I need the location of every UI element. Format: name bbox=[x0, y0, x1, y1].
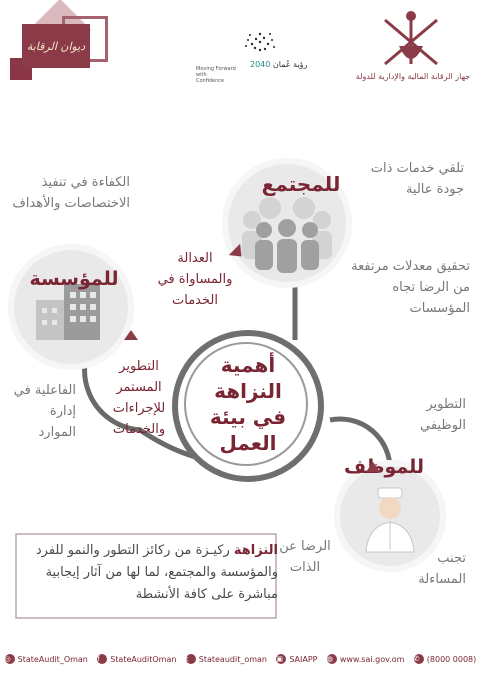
employee-point-career: التطوير الوظيفي bbox=[420, 397, 466, 433]
footer bbox=[0, 648, 481, 670]
twitter-icon: t bbox=[186, 654, 196, 664]
bottom-highlight: النزاهة bbox=[233, 543, 278, 558]
center-title: أهمية النزاهة في بيئة العمل bbox=[209, 353, 287, 455]
app-icon: ▣ bbox=[276, 654, 286, 664]
institution-point-effectiveness: الفاعلية في إدارة الموارد bbox=[13, 383, 76, 440]
footer-phone[interactable]: ✆ (8000 0008) bbox=[413, 654, 477, 664]
footer-facebook[interactable]: f StateAuditOman bbox=[97, 654, 177, 664]
vision-tagline: Moving Forward with Confidence bbox=[196, 66, 236, 84]
bottom-statement bbox=[14, 540, 278, 606]
institution-point-development: التطوير المستمر للإجراءات والخدمات bbox=[112, 359, 166, 437]
footer-app[interactable]: ▣ SAIAPP bbox=[276, 654, 318, 664]
vision-title: رؤية عُمان 2040 bbox=[250, 60, 308, 69]
institution-logo: ديوان الرقابة bbox=[22, 24, 90, 68]
pointer-arrow bbox=[124, 330, 138, 340]
footer-twitter[interactable]: t Stateaudit_oman bbox=[185, 654, 267, 664]
institution-heading: للمؤسسة bbox=[29, 268, 119, 290]
institution-bubble bbox=[8, 244, 134, 370]
employee-point-accountability: تجنب المساءلة bbox=[418, 551, 466, 587]
employee-heading: للموظف bbox=[343, 456, 425, 478]
institution-point-efficiency: الكفاءة في تنفيذ الاختصاصات والأهداف bbox=[12, 175, 130, 211]
footer-website[interactable]: ◍ www.sai.gov.om bbox=[326, 654, 405, 664]
instagram-icon: ◎ bbox=[5, 654, 15, 664]
building-icon bbox=[8, 244, 134, 370]
phone-icon: ✆ bbox=[414, 654, 424, 664]
facebook-icon: f bbox=[97, 654, 107, 664]
emblem-caption: جهاز الرقابة المالية والإدارية للدولة bbox=[355, 72, 471, 81]
globe-icon: ◍ bbox=[327, 654, 337, 664]
society-point-quality: تلقي خدمات ذات جودة عالية bbox=[370, 161, 464, 197]
pointer-arrow bbox=[366, 462, 380, 472]
society-point-satisfaction: تحقيق معدلات مرتفعة من الرضا تجاه المؤسسات bbox=[351, 259, 470, 316]
footer-instagram[interactable]: ◎ StateAudit_Oman bbox=[4, 654, 88, 664]
society-heading: للمجتمع bbox=[261, 172, 341, 196]
society-point-justice: العدالة والمساواة في الخدمات bbox=[157, 251, 233, 308]
bottom-text: ركيـزة من ركائز التطور والنمو للفرد والمؤسسة والمجتمع، لما لها من آثار إيجابية مباشرة على كافة الأنشطة bbox=[35, 543, 278, 602]
employee-point-self: الرضا عن الذات bbox=[279, 539, 331, 575]
